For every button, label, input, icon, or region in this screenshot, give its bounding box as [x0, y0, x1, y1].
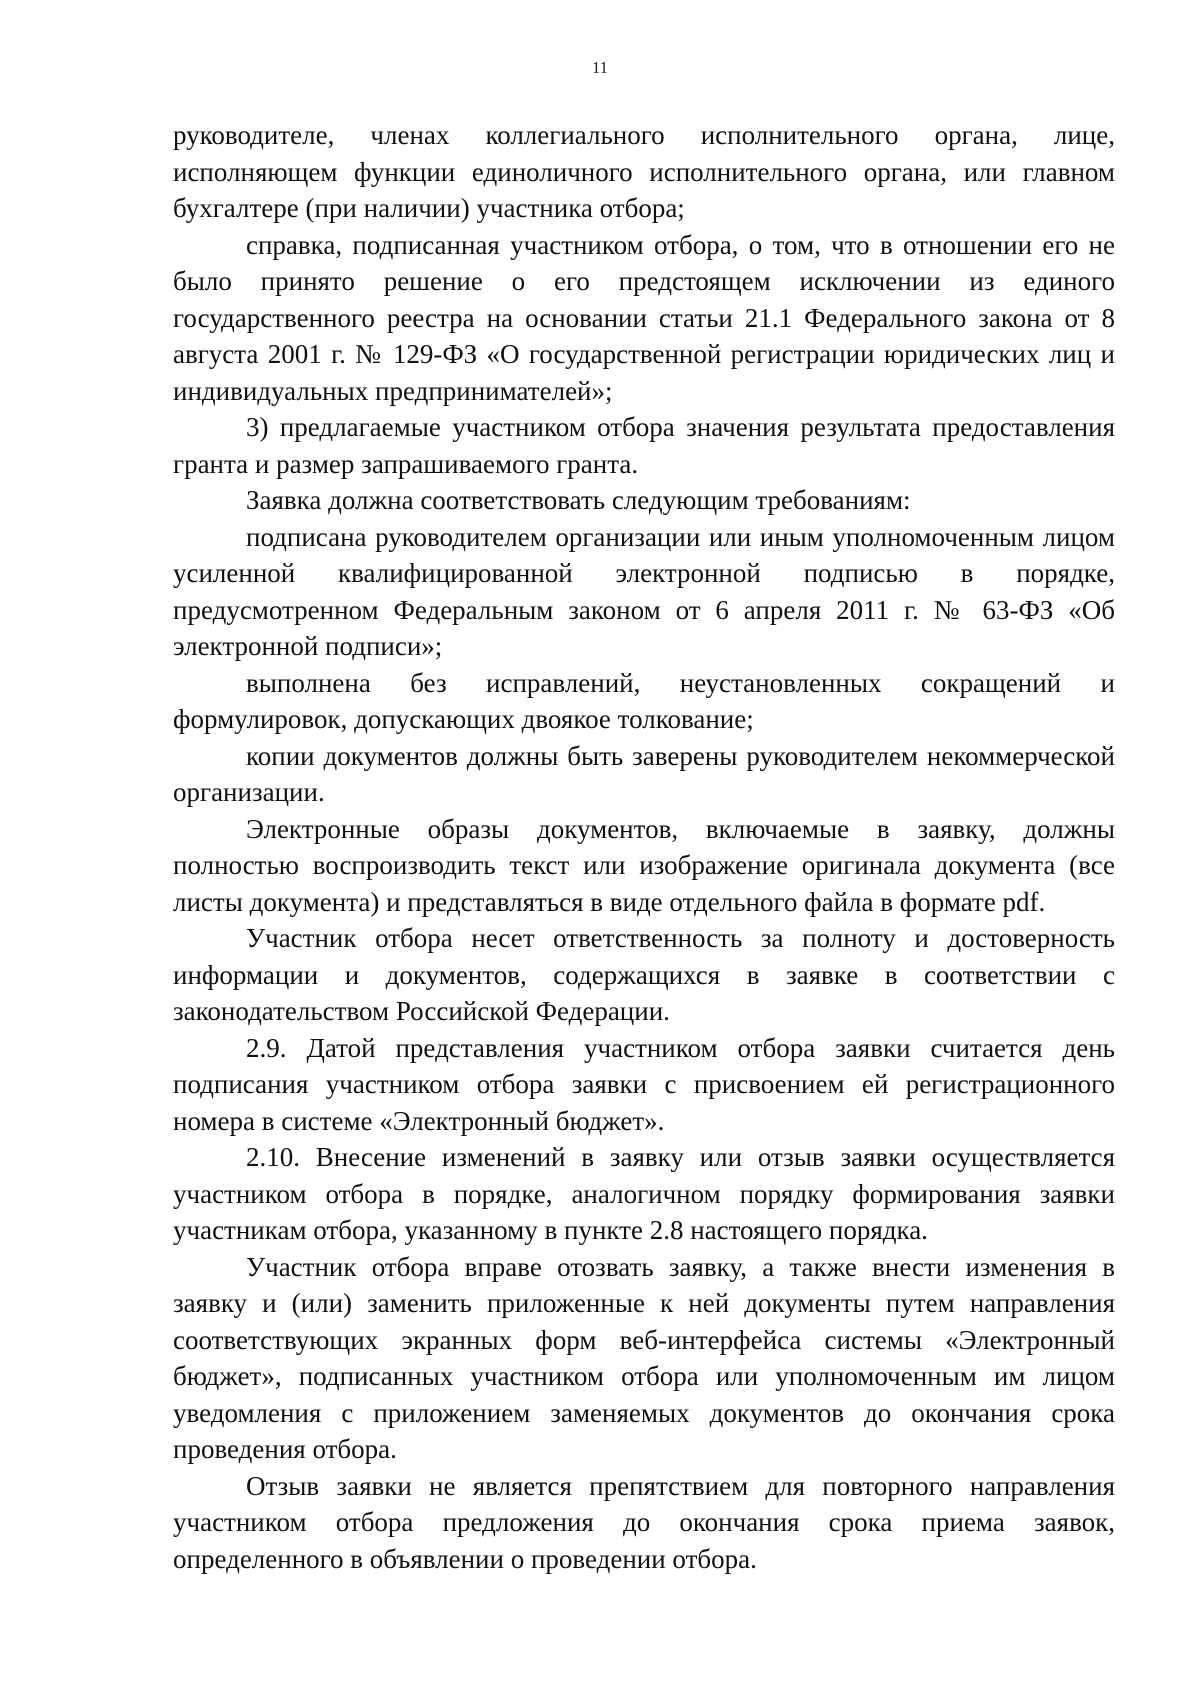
page-number: 11	[591, 58, 609, 77]
paragraph-8: Электронные образы документов, включаемые в заявку, должны полностью воспроизводить текст или изображение оригинала документа (все листы документа) и представляться в виде отдельного файла в формате pdf.	[173, 813, 1115, 917]
paragraph-3: 3) предлагаемые участником отбора значения результата предоставления гранта и размер запрашиваемого гранта.	[173, 412, 1115, 479]
paragraph-6: выполнена без исправлений, неустановленных сокращений и формулировок, допускающих двоякое толкование;	[173, 667, 1115, 734]
document-body	[173, 117, 1115, 1577]
paragraph-7: копии документов должны быть заверены руководителем некоммерческой организации.	[173, 740, 1115, 807]
paragraph-12: Участник отбора вправе отозвать заявку, а также внести изменения в заявку и (или) заменить приложенные к ней документы путем направления соответствующих экранных форм веб-интерфейса системы «Электронный бюджет», подписанных участником отбора или уполномоченным им лицом уведомления с приложением заменяемых документов до окончания срока проведения отбора.	[173, 1251, 1115, 1464]
paragraph-13: Отзыв заявки не является препятствием для повторного направления участником отбора предложения до окончания срока приема заявок, определенного в объявлении о проведении отбора.	[173, 1470, 1115, 1574]
paragraph-4: Заявка должна соответствовать следующим требованиям:	[246, 485, 911, 515]
paragraph-1: руководителе, членах коллегиального исполнительного органа, лице, исполняющем функции единоличного исполнительного органа, или главном бухгалтере (при наличии) участника отбора;	[173, 120, 1115, 223]
paragraph-9: Участник отбора несет ответственность за полноту и достоверность информации и документов, содержащихся в заявке в соответствии с законодательством Российской Федерации.	[173, 923, 1115, 1026]
paragraph-2: справка, подписанная участником отбора, о том, что в отношении его не было принято решение о его предстоящем исключении из единого государственного реестра на основании статьи 21.1 Федерального закона от 8 августа 2001 г. № 129-ФЗ «О государственной регистрации юридических лиц и индивидуальных предпринимателей»;	[173, 229, 1115, 406]
paragraph-5: подписана руководителем организации или иным уполномоченным лицом усиленной квалифицированной электронной подписью в порядке, предусмотренном Федеральным законом от 6 апреля 2011 г. № 63-ФЗ «Об электронной подписи»;	[173, 521, 1115, 661]
paragraph-11: 2.10. Внесение изменений в заявку или отзыв заявки осуществляется участником отбора в порядке, аналогичном порядку формирования заявки участникам отбора, указанному в пункте 2.8 настоящего порядка.	[173, 1142, 1115, 1245]
paragraph-10: 2.9. Датой представления участником отбора заявки считается день подписания участником отбора заявки с присвоением ей регистрационного номера в системе «Электронный бюджет».	[173, 1032, 1115, 1136]
